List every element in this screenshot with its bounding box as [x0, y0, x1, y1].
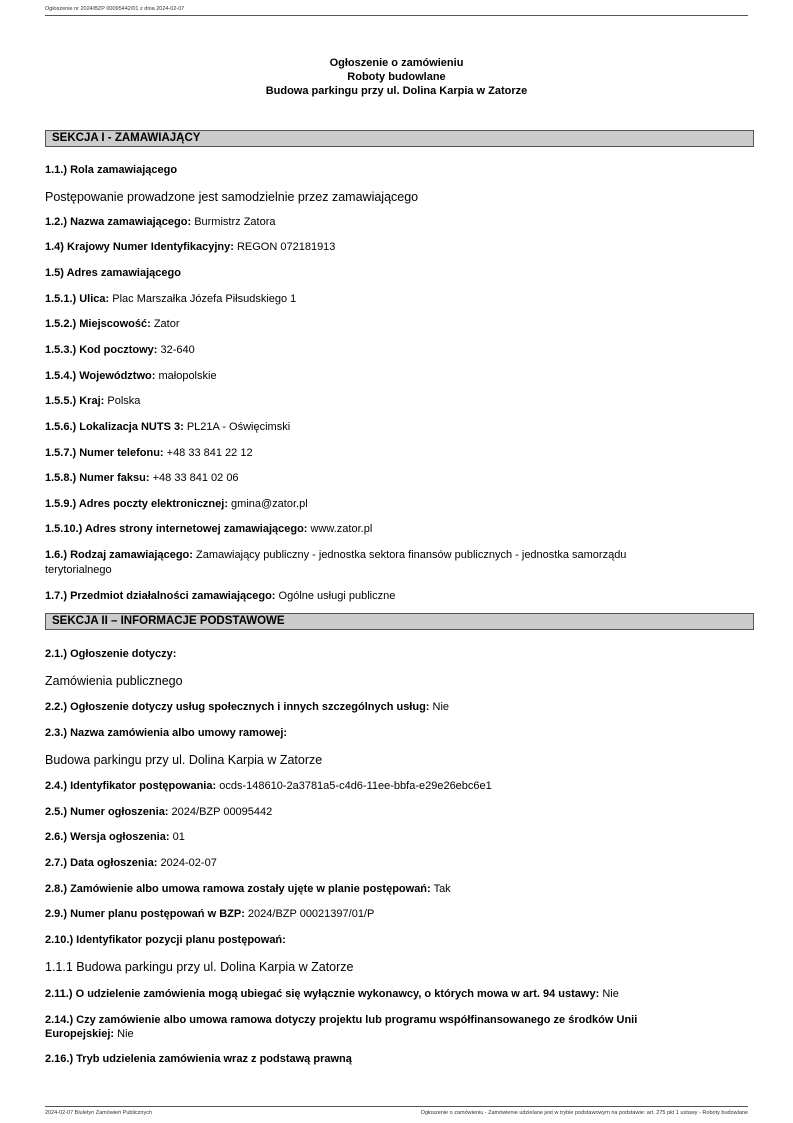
field-2-10-value: 1.1.1 Budowa parkingu przy ul. Dolina Karpia w Zatorze	[45, 960, 354, 974]
field-value: PL21A - Oświęcimski	[186, 421, 291, 433]
field-value: Ogólne usługi publiczne	[278, 590, 396, 602]
field-label: 1.7.) Przedmiot działalności zamawiającego:	[45, 590, 276, 602]
field-2-16	[45, 1052, 745, 1066]
field-label: 1.5.7.) Numer telefonu:	[45, 447, 164, 459]
field-2-4	[45, 779, 745, 793]
field-label: 1.4) Krajowy Numer Identyfikacyjny:	[45, 241, 234, 253]
field-value: +48 33 841 22 12	[166, 447, 253, 459]
field-2-7	[45, 856, 745, 870]
field-label: 2.9.) Numer planu postępowań w BZP:	[45, 908, 245, 920]
page-header-text: Ogłoszenie nr 2024/BZP 00095442/01 z dnia 2024-02-07	[45, 6, 185, 12]
field-value: 2024/BZP 00021397/01/P	[247, 908, 375, 920]
field-value: Nie	[602, 988, 619, 1000]
field-value: 2024-02-07	[160, 857, 217, 869]
field-label: 2.11.) O udzielenie zamówienia mogą ubiegać się wyłącznie wykonawcy, o których mowa w art. 94 ustawy:	[45, 988, 600, 1000]
field-label: 2.7.) Data ogłoszenia:	[45, 857, 158, 869]
field-2-8	[45, 882, 745, 896]
field-label: 2.6.) Wersja ogłoszenia:	[45, 831, 170, 843]
field-label: 2.1.) Ogłoszenie dotyczy:	[45, 648, 177, 660]
field-2-3-value: Budowa parkingu przy ul. Dolina Karpia w Zatorze	[45, 753, 323, 767]
field-value: 01	[172, 831, 185, 843]
field-2-9	[45, 907, 745, 921]
field-value: Burmistrz Zatora	[194, 216, 276, 228]
field-value: 2024/BZP 00095442	[171, 806, 273, 818]
field-label: 1.5.5.) Kraj:	[45, 395, 105, 407]
field-label: 2.16.) Tryb udzielenia zamówienia wraz z podstawą prawną	[45, 1053, 352, 1065]
field-label: 1.1.) Rola zamawiającego	[45, 164, 178, 176]
field-label: 1.5.8.) Numer faksu:	[45, 472, 150, 484]
field-2-5	[45, 805, 745, 819]
field-label: 2.14.) Czy zamówienie albo umowa ramowa dotyczy projektu lub programu współfinansowanego ze środków Unii	[45, 1014, 638, 1026]
field-1-5-9	[45, 497, 745, 511]
field-label: 2.3.) Nazwa zamówienia albo umowy ramowej:	[45, 727, 288, 739]
footer-left-text: 2024-02-07 Biuletyn Zamówień Publicznych	[45, 1110, 153, 1116]
field-value: +48 33 841 02 06	[152, 472, 239, 484]
section-heading-2: SEKCJA II – INFORMACJE PODSTAWOWE	[45, 613, 754, 630]
field-2-1	[45, 647, 745, 661]
field-1-6-cont	[45, 563, 745, 577]
field-1-5-5	[45, 394, 745, 408]
field-1-5	[45, 266, 745, 280]
field-1-5-8	[45, 471, 745, 485]
field-value: Nie	[432, 701, 450, 713]
field-value: REGON 072181913	[236, 241, 336, 253]
field-2-2	[45, 700, 745, 714]
field-1-6	[45, 548, 745, 562]
field-1-5-2	[45, 317, 745, 331]
header-rule	[45, 15, 748, 16]
field-1-5-4	[45, 369, 745, 383]
field-label: 1.5.10.) Adres strony internetowej zamawiającego:	[45, 523, 308, 535]
field-label: 1.5.9.) Adres poczty elektronicznej:	[45, 498, 228, 510]
title-line-3: Budowa parkingu przy ul. Dolina Karpia w Zatorze	[265, 85, 528, 97]
field-value: Zamawiający publiczny - jednostka sektora finansów publicznych - jednostka samorządu	[196, 549, 627, 561]
field-value: Polska	[107, 395, 141, 407]
field-2-1-value: Zamówienia publicznego	[45, 674, 183, 688]
title-line-2: Roboty budowlane	[347, 71, 446, 83]
field-label: 2.8.) Zamówienie albo umowa ramowa zostały ujęte w planie postępowań:	[45, 883, 431, 895]
field-value: Zator	[153, 318, 180, 330]
field-2-6	[45, 830, 745, 844]
field-label: 1.5.3.) Kod pocztowy:	[45, 344, 158, 356]
field-label: 1.5.6.) Lokalizacja NUTS 3:	[45, 421, 184, 433]
field-1-4	[45, 240, 745, 254]
field-value: małopolskie	[158, 370, 217, 382]
field-2-14-cont	[45, 1027, 745, 1041]
field-1-5-1	[45, 292, 745, 306]
field-value: Nie	[117, 1028, 134, 1040]
footer-rule	[45, 1106, 748, 1107]
footer-right-text: Ogłoszenie o zamówieniu - Zamówienie udzielane jest w trybie podstawowym na podstawie: art. 275 pkt 1 ustawy - Roboty budowlane	[420, 1110, 748, 1116]
field-1-1	[45, 163, 745, 177]
field-label: 1.6.) Rodzaj zamawiającego:	[45, 549, 193, 561]
field-label: Europejskiej:	[45, 1028, 115, 1040]
field-2-14	[45, 1013, 745, 1027]
field-label: 2.4.) Identyfikator postępowania:	[45, 780, 217, 792]
field-value: www.zator.pl	[310, 523, 373, 535]
field-value: 32-640	[160, 344, 195, 356]
field-label: 2.2.) Ogłoszenie dotyczy usług społecznych i innych szczególnych usług:	[45, 701, 430, 713]
field-1-1-value: Postępowanie prowadzone jest samodzielnie przez zamawiającego	[45, 190, 419, 204]
field-label: 2.10.) Identyfikator pozycji planu postępowań:	[45, 934, 286, 946]
title-line-1: Ogłoszenie o zamówieniu	[329, 57, 464, 69]
field-value: Tak	[433, 883, 451, 895]
field-1-5-6	[45, 420, 745, 434]
section-heading-1: SEKCJA I - ZAMAWIAJĄCY	[45, 130, 754, 147]
field-value: gmina@zator.pl	[231, 498, 308, 510]
field-label: 1.5.2.) Miejscowość:	[45, 318, 151, 330]
field-2-11	[45, 987, 745, 1001]
field-2-3	[45, 726, 745, 740]
field-value: ocds-148610-2a3781a5-c4d6-11ee-bbfa-e29e26ebc6e1	[219, 780, 492, 792]
field-2-10	[45, 933, 745, 947]
field-value: Plac Marszałka Józefa Piłsudskiego 1	[112, 293, 297, 305]
field-1-5-3	[45, 343, 745, 357]
field-1-5-7	[45, 446, 745, 460]
document-title	[45, 56, 748, 98]
field-value: terytorialnego	[45, 564, 112, 576]
field-label: 1.5) Adres zamawiającego	[45, 267, 181, 279]
field-1-5-10	[45, 522, 745, 536]
field-label: 1.2.) Nazwa zamawiającego:	[45, 216, 192, 228]
field-label: 2.5.) Numer ogłoszenia:	[45, 806, 169, 818]
field-label: 1.5.4.) Województwo:	[45, 370, 156, 382]
field-1-7	[45, 589, 745, 603]
field-1-2	[45, 215, 745, 229]
field-label: 1.5.1.) Ulica:	[45, 293, 110, 305]
